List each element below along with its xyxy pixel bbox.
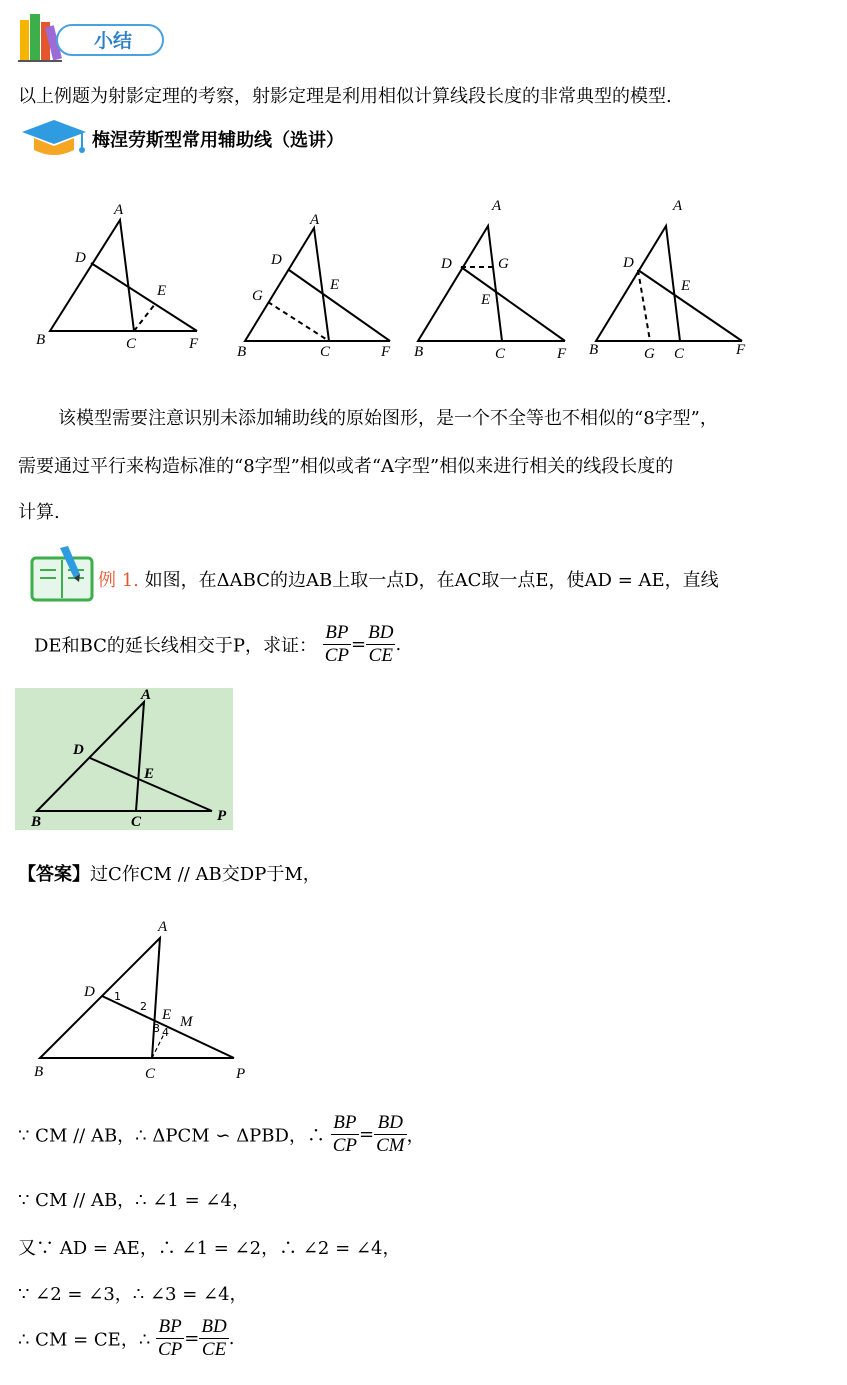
proof-line4: ∵ ∠2 = ∠3，∴ ∠3 = ∠4， [18, 1284, 248, 1305]
period: . [395, 633, 402, 655]
fraction [199, 1316, 228, 1361]
summary-badge [18, 12, 148, 58]
figure-answer-triangle [30, 918, 270, 1088]
fraction [323, 622, 351, 667]
label: B [237, 344, 247, 360]
label: C [495, 346, 506, 362]
example-statement-2: DE和BC的延长线相交于P，求证： [34, 635, 318, 657]
open-book-icon [30, 544, 96, 604]
label: A [492, 198, 502, 214]
label: A [141, 688, 152, 703]
fraction [374, 1112, 407, 1157]
line-df-3 [461, 267, 565, 341]
figure-auxiliary-lines [0, 190, 847, 370]
fraction-denominator: CP [324, 644, 350, 666]
label: E [144, 766, 155, 782]
angle-label: 1 [114, 990, 121, 1003]
label: A [114, 202, 124, 218]
badge-label: 小结 [94, 30, 133, 52]
label: E [681, 278, 691, 294]
dashed-dg-4 [638, 270, 650, 341]
fraction-numerator: BD [201, 1316, 227, 1337]
angle-label: 2 [140, 1000, 147, 1013]
triangle-abc-1 [50, 220, 134, 331]
label: P [217, 808, 227, 824]
label: E [157, 283, 167, 299]
label: E [162, 1007, 172, 1023]
fraction-denominator: CP [158, 1338, 183, 1360]
label: C [126, 336, 137, 352]
proof-line1: ∵ CM // AB，∴ ΔPCM ∽ ΔPBD，∴ $\frac{BP}{CP}$ = $\frac{BD}{CM}$ ， [18, 1112, 425, 1156]
model-text-line1: 该模型需要注意识别未添加辅助线的原始图形，是一个不全等也不相似的“8字型”， [58, 408, 718, 429]
label: B [589, 342, 599, 358]
label: E [481, 292, 491, 308]
label: A [673, 198, 683, 214]
fraction-denominator: CE [368, 644, 393, 666]
label: B [31, 814, 42, 830]
label: F [557, 346, 567, 362]
answer-line [18, 860, 321, 886]
triangle-abc-4 [596, 226, 680, 341]
model-text-line2: 需要通过平行来构造标准的“8字型”相似或者“A字型”相似来进行相关的线段长度的 [18, 456, 674, 477]
section-title: 梅涅劳斯型常用辅助线（选讲） [92, 130, 344, 151]
proof-suffix: ， [406, 1125, 425, 1147]
figure-example-triangle [15, 688, 233, 830]
fraction-denominator: CP [332, 1134, 357, 1156]
proof-text: ∴ CM = CE，∴ [18, 1329, 156, 1351]
fraction-numerator: BP [331, 1112, 359, 1135]
label: D [623, 255, 634, 271]
fraction-numerator: BP [323, 622, 351, 645]
label: A [310, 212, 320, 228]
answer-label: 【答案】 [18, 864, 90, 885]
triangle-abc-3 [418, 226, 502, 341]
graduation-cap-icon [18, 116, 88, 160]
label: D [73, 742, 84, 758]
label: C [320, 344, 331, 360]
example-statement: 如图，在ΔABC的边AB上取一点D，在AC取一点E，使AD = AE，直线 [144, 570, 719, 591]
proof-suffix: . [228, 1327, 235, 1349]
label: C [131, 814, 142, 830]
fraction-numerator: BD [368, 622, 394, 643]
triangle-abc-2 [245, 228, 329, 341]
fraction-numerator: BD [374, 1112, 407, 1135]
label: M [180, 1014, 193, 1030]
label: G [644, 346, 655, 362]
label: P [236, 1066, 246, 1082]
dashed-ce-1 [134, 304, 155, 331]
label: G [498, 256, 509, 272]
proof-line5: ∴ CM = CE，∴ $\frac{BP}{CP}$ = $\frac{BD}{CE}$ . [18, 1316, 235, 1360]
label: F [736, 342, 746, 358]
answer-text: 过C作CM // AB交DP于M， [90, 864, 321, 885]
angle-label: 3 [153, 1022, 160, 1035]
label: E [330, 277, 340, 293]
label: F [381, 344, 391, 360]
proof-text: ∵ CM // AB，∴ ΔPCM ∽ ΔPBD，∴ [18, 1125, 331, 1147]
model-text-line3: 计算. [18, 502, 60, 523]
line-df-1 [91, 263, 197, 331]
example-line1 [98, 566, 719, 592]
label: D [84, 984, 95, 1000]
label: C [145, 1066, 156, 1082]
fraction-denominator: CM [376, 1134, 405, 1156]
fraction-denominator: CE [201, 1338, 227, 1360]
label: D [271, 252, 282, 268]
example-line2: DE和BC的延长线相交于P，求证： $\frac{BP}{CP}$ = $\frac{BD}{CE}$ . [34, 622, 402, 666]
line-df-2 [289, 270, 390, 341]
label: B [36, 332, 46, 348]
label: A [158, 919, 168, 935]
proof-line2: ∵ CM // AB，∴ ∠1 = ∠4， [18, 1190, 250, 1211]
proof-line3: 又∵ AD = AE，∴ ∠1 = ∠2，∴ ∠2 = ∠4， [18, 1238, 401, 1259]
dashed-gc-2 [268, 302, 329, 341]
fraction [366, 622, 395, 667]
intro-text: 以上例题为射影定理的考察，射影定理是利用相似计算线段长度的非常典型的模型. [18, 86, 672, 107]
label: F [189, 336, 199, 352]
fraction [156, 1316, 184, 1361]
fraction [331, 1112, 359, 1157]
label: D [75, 250, 86, 266]
angle-label: 4 [162, 1026, 169, 1039]
label: D [441, 256, 452, 272]
fraction-numerator: BP [156, 1316, 184, 1339]
label: B [414, 344, 424, 360]
label: B [34, 1064, 44, 1080]
example-label: 例 1. [98, 570, 139, 591]
label: G [252, 288, 263, 304]
label: C [674, 346, 685, 362]
